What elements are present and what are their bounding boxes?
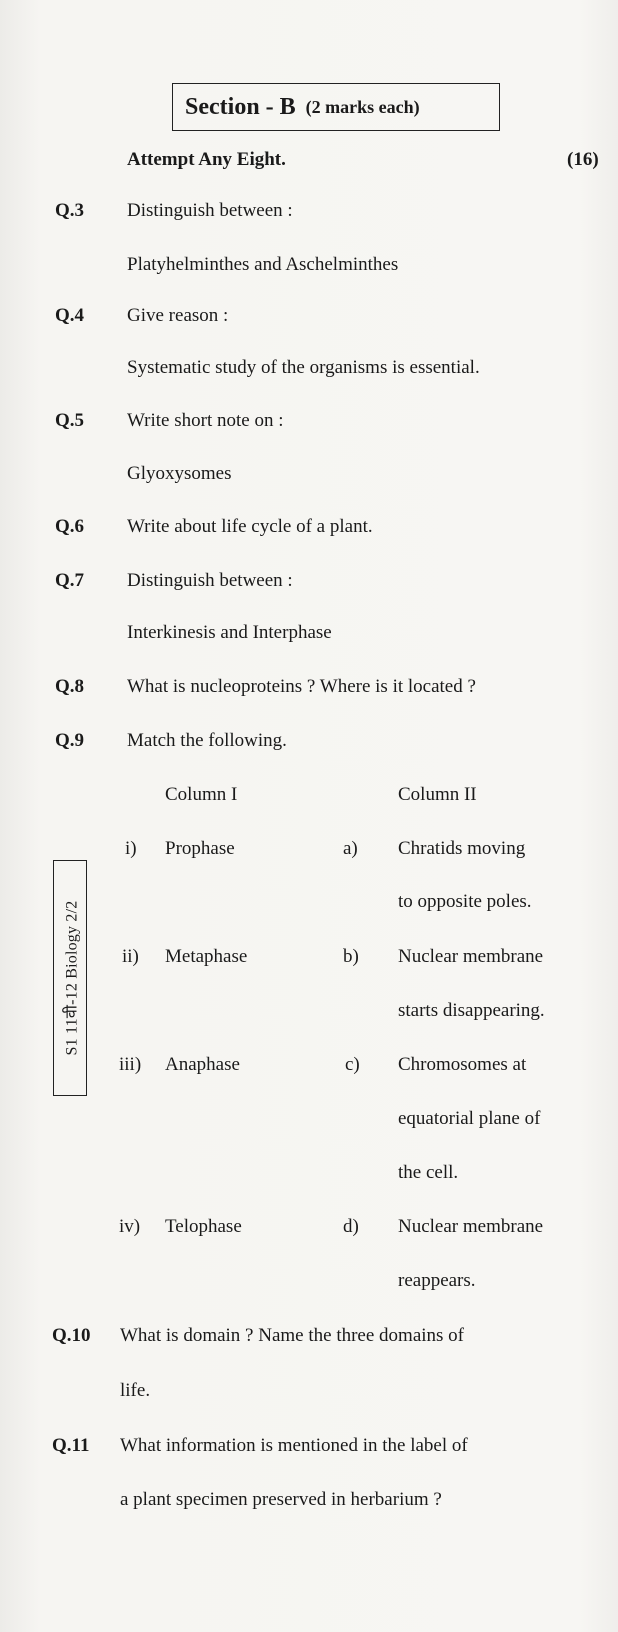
- q5-number: Q.5: [55, 410, 85, 431]
- match-right-text: Nuclear membrane: [398, 946, 544, 967]
- match-left-term: Prophase: [165, 838, 235, 859]
- match-right-text-cont: starts disappearing.: [398, 1000, 545, 1021]
- match-right-text-cont: to opposite poles.: [398, 891, 532, 912]
- match-right-letter: b): [343, 946, 359, 967]
- q9-number: Q.9: [55, 730, 85, 751]
- q4-number: Q.4: [55, 305, 85, 326]
- q6-prompt: Write about life cycle of a plant.: [127, 516, 373, 537]
- column-i-header: Column I: [165, 784, 238, 805]
- match-right-text: Nuclear membrane: [398, 1216, 544, 1237]
- match-right-letter: a): [343, 838, 358, 859]
- q7-number: Q.7: [55, 570, 85, 591]
- instruction-text: Attempt Any Eight.: [127, 149, 286, 170]
- match-right-letter: c): [345, 1054, 360, 1075]
- q8-prompt: What is nucleoproteins ? Where is it located ?: [127, 676, 476, 697]
- q4-prompt: Give reason :: [127, 305, 229, 326]
- match-left-term: Metaphase: [165, 946, 248, 967]
- match-left-number: iv): [119, 1216, 141, 1237]
- q11-line1: What information is mentioned in the label of: [120, 1435, 468, 1456]
- side-code-label: S1 11वी-12 Biology 2/2: [63, 900, 81, 1056]
- match-left-number: ii): [122, 946, 139, 967]
- match-right-text-cont: equatorial plane of: [398, 1108, 541, 1129]
- q9-prompt: Match the following.: [127, 730, 287, 751]
- q11-line2: a plant specimen preserved in herbarium ?: [120, 1489, 442, 1510]
- match-right-letter: d): [343, 1216, 359, 1237]
- q3-detail: Platyhelminthes and Aschelminthes: [127, 254, 399, 275]
- q10-line1: What is domain ? Name the three domains of: [120, 1325, 465, 1346]
- section-heading-box: [172, 83, 500, 131]
- column-ii-header: Column II: [398, 784, 477, 805]
- match-left-term: Anaphase: [165, 1054, 240, 1075]
- q11-number: Q.11: [52, 1435, 90, 1456]
- q3-prompt: Distinguish between :: [127, 200, 293, 221]
- match-left-number: i): [125, 838, 137, 859]
- q5-detail: Glyoxysomes: [127, 463, 232, 484]
- q7-detail: Interkinesis and Interphase: [127, 622, 332, 643]
- match-right-text-cont: reappears.: [398, 1270, 476, 1291]
- side-code-box: [53, 860, 87, 1096]
- q10-line2: life.: [120, 1380, 151, 1401]
- q10-number: Q.10: [52, 1325, 91, 1346]
- q8-number: Q.8: [55, 676, 85, 697]
- q3-number: Q.3: [55, 200, 85, 221]
- match-right-text-cont: the cell.: [398, 1162, 459, 1183]
- section-title: Section - B: [185, 93, 296, 120]
- section-marks: (2 marks each): [305, 96, 420, 117]
- q5-prompt: Write short note on :: [127, 410, 284, 431]
- match-left-number: iii): [119, 1054, 142, 1075]
- match-left-term: Telophase: [165, 1216, 242, 1237]
- q4-detail: Systematic study of the organisms is essential.: [127, 357, 480, 378]
- total-marks: (16): [567, 149, 599, 170]
- match-right-text: Chratids moving: [398, 838, 526, 859]
- q6-number: Q.6: [55, 516, 85, 537]
- match-right-text: Chromosomes at: [398, 1054, 527, 1075]
- q7-prompt: Distinguish between :: [127, 570, 293, 591]
